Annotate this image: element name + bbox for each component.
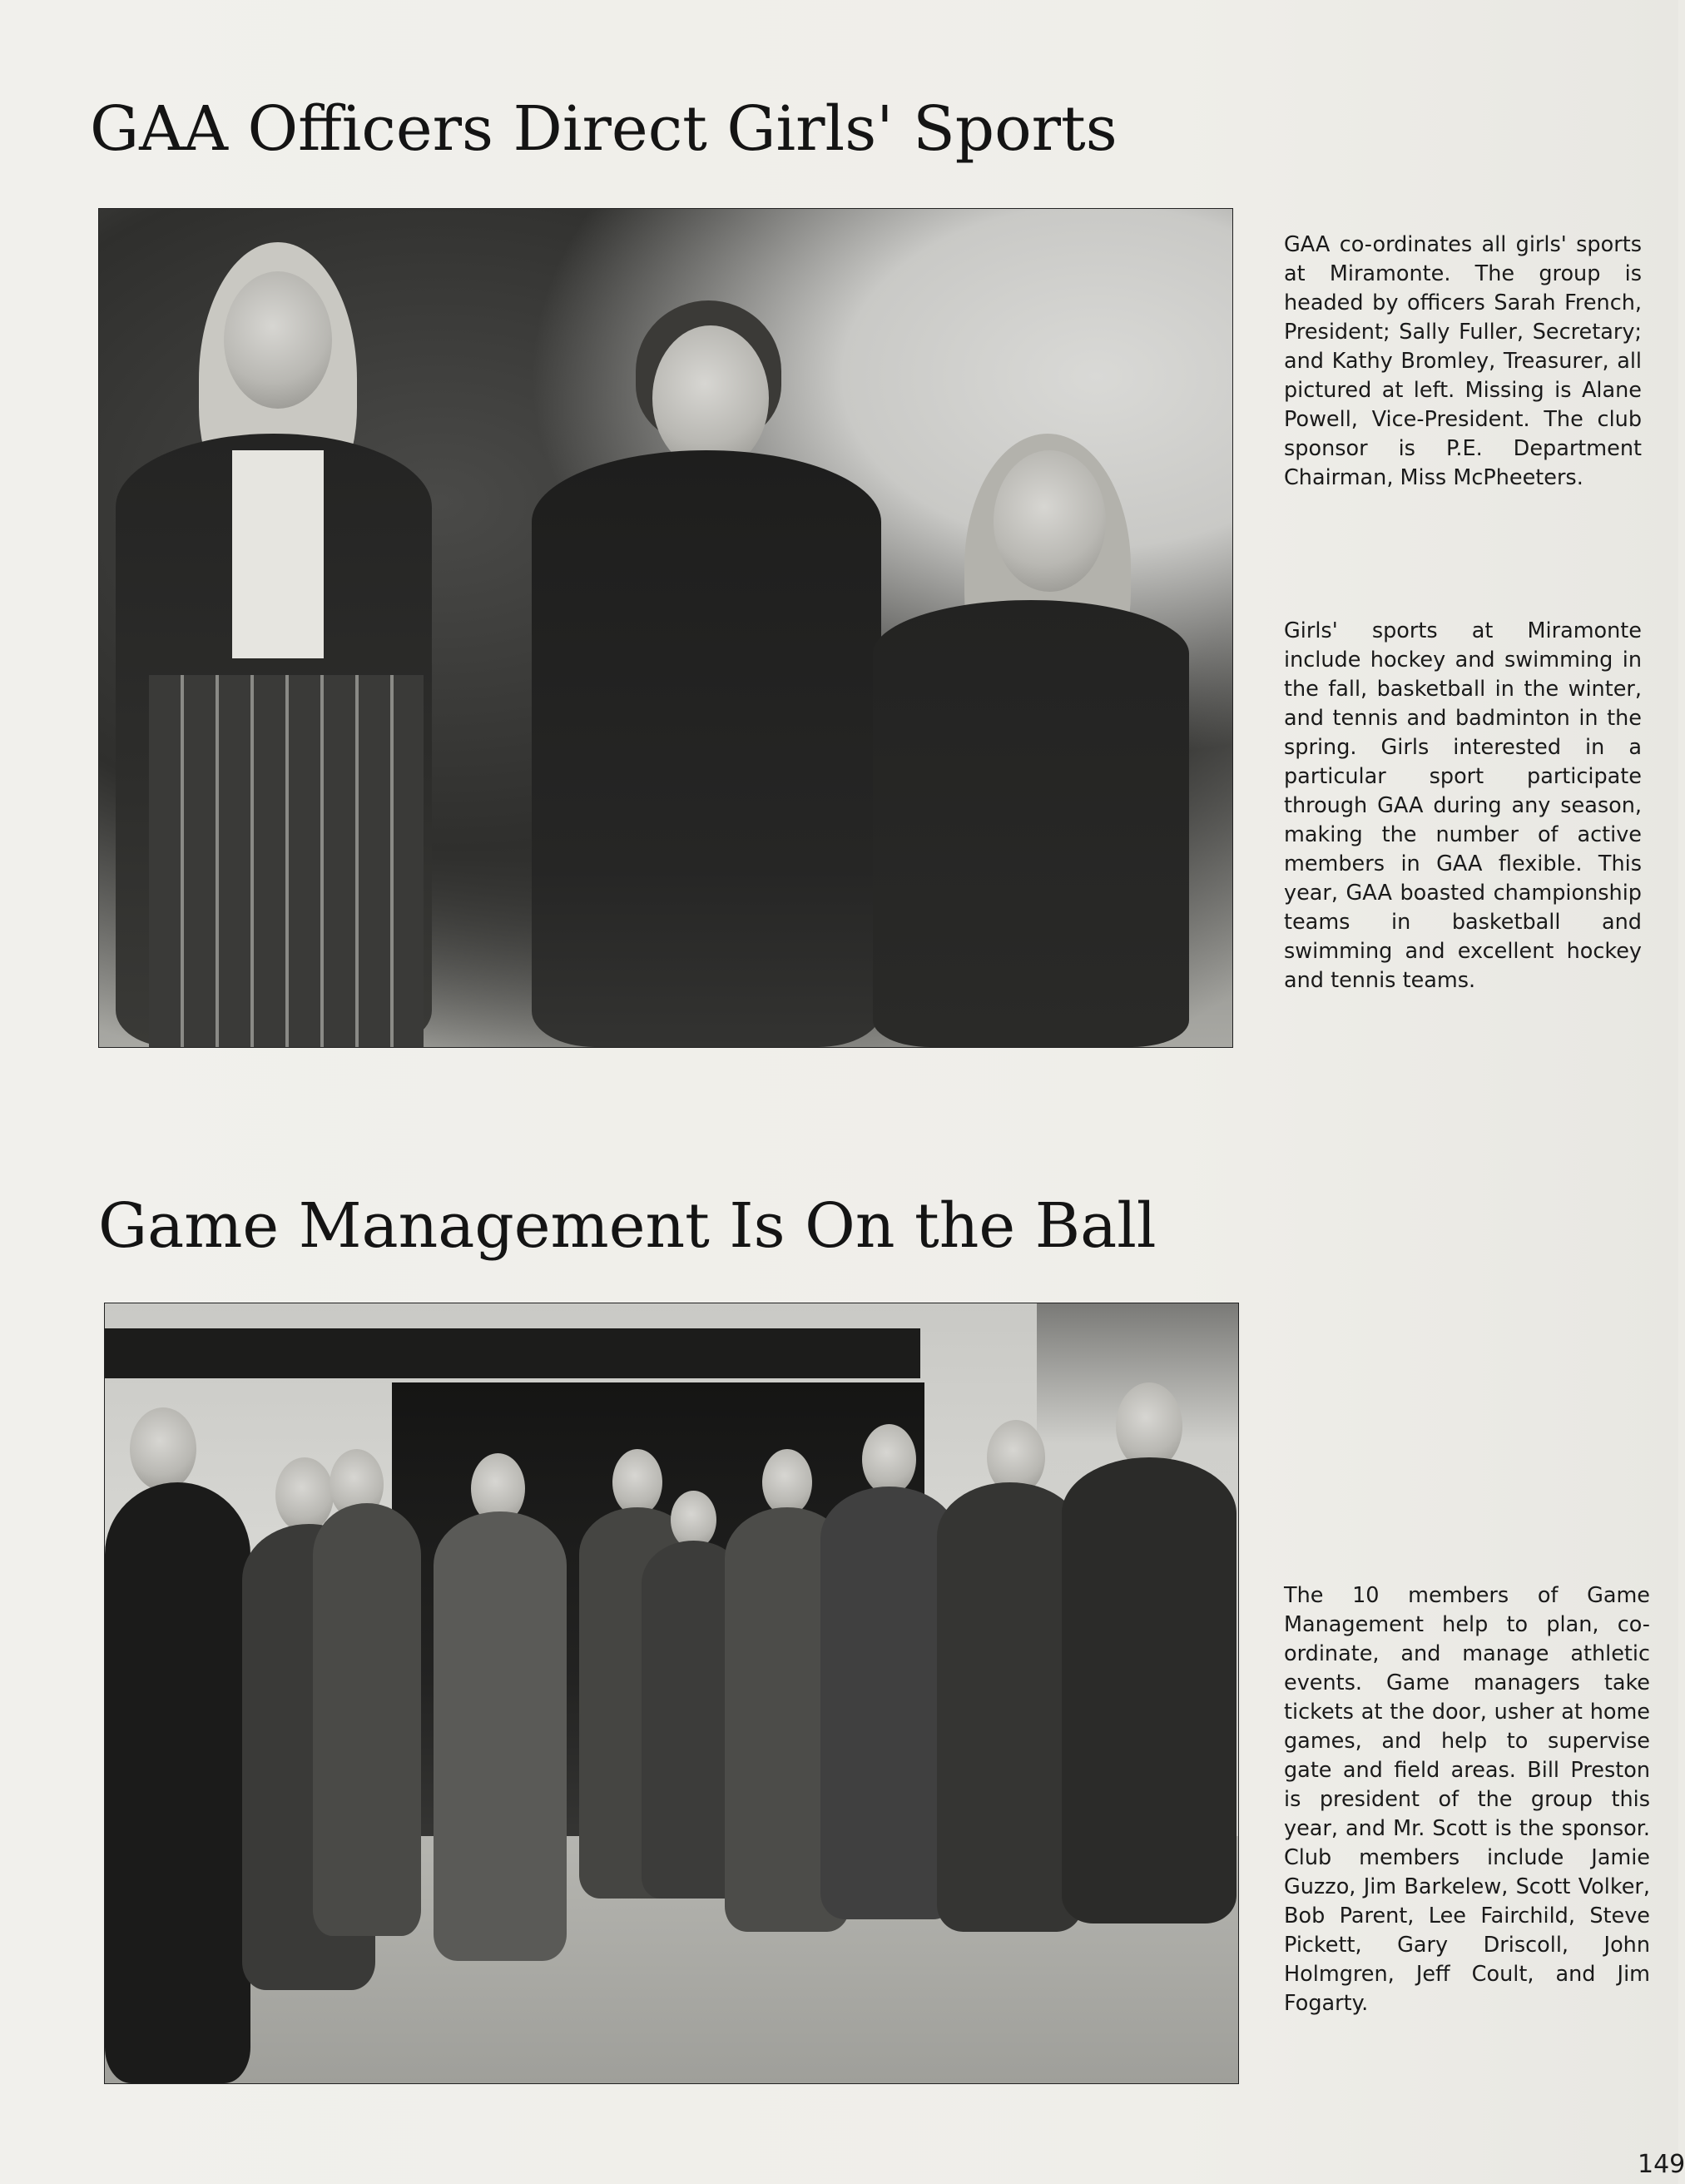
page-number: 149: [1638, 2150, 1685, 2179]
door-canopy: [105, 1328, 920, 1378]
figure-middle: [532, 450, 881, 1047]
figure-blouse: [232, 450, 324, 658]
figure-man-suit: [105, 1482, 250, 2083]
gaa-paragraph-2: Girls' sports at Miramonte include hockey and swimming in the fall, basketball in the winter, and tennis and badminton in the spring. Girls interested in a particular sport participate through GAA during any season, making the number of active members in GAA flexible. This year, GAA boasted championship teams in basketball and swimming and excellent hockey and tennis teams.: [1284, 618, 1642, 993]
gaa-officers-photo: [98, 208, 1233, 1048]
game-management-paragraph: The 10 members of Game Management help to plan, co-ordinate, and manage athletic events. Game managers take tickets at the door, usher at home games, and help to supervise gate and field areas. Bill Preston is president of the group this year, and Mr. Scott is the sponsor. Club members include Jamie Guzzo, Jim Barkelew, Scott Volker, Bob Parent, Lee Fairchild, Steve Pickett, Gary Driscoll, John Holmgren, Jeff Coult, and Jim Fogarty.: [1284, 1583, 1650, 2016]
figure-head: [652, 325, 769, 471]
figure-right: [873, 600, 1189, 1047]
figure-head: [994, 450, 1106, 592]
gaa-heading: GAA Officers Direct Girls' Sports: [90, 93, 1118, 165]
figure-member: [937, 1482, 1083, 1932]
figure-member: [313, 1503, 421, 1936]
game-management-photo: [104, 1303, 1239, 2084]
gaa-paragraph-1: GAA co-ordinates all girls' sports at Miramonte. The group is headed by officers Sarah French, President; Sally Fuller, Secretary; and Kathy Bromley, Treasurer, all pictured at left. Missing is Alane Powell, Vice-President. The club sponsor is P.E. Department Chairman, Miss McPheeters.: [1284, 232, 1642, 490]
figure-plaid-skirt: [149, 675, 424, 1047]
figure-head: [862, 1424, 916, 1495]
figure-head: [130, 1407, 196, 1491]
figure-head: [224, 271, 332, 409]
figure-member: [434, 1511, 567, 1961]
figure-member: [1062, 1457, 1236, 1923]
game-management-heading: Game Management Is On the Ball: [98, 1190, 1157, 1262]
figure-head: [762, 1449, 812, 1516]
figure-head: [612, 1449, 662, 1516]
